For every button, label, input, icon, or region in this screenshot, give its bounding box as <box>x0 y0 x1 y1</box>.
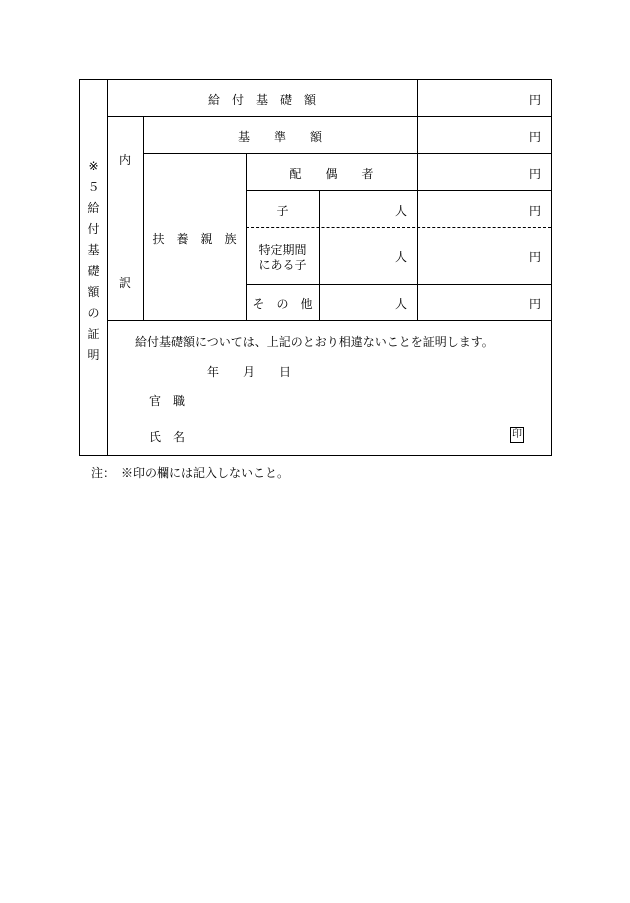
nin-unit: 人 <box>394 204 407 218</box>
side-label-char: 礎 <box>87 264 100 278</box>
ko-label: 子 <box>276 204 289 218</box>
row-divider-ko-dashed <box>246 227 551 228</box>
fuyo-label: 扶 養 親 族 <box>152 232 237 246</box>
uchiwake-bottom: 訳 <box>118 276 131 290</box>
certification-statement: 給付基礎額については、上記のとおり相違ないことを証明します。 <box>135 335 494 349</box>
table-right-border <box>551 79 552 455</box>
amount-column-divider <box>417 79 418 320</box>
row-divider-haigusha <box>246 190 551 191</box>
table-bottom-border <box>79 455 552 456</box>
yen-unit: 円 <box>528 250 541 264</box>
kyufu-label: 給 付 基 礎 額 <box>207 93 316 107</box>
sonota-label: そ の 他 <box>252 297 313 311</box>
shimei-label: 氏 名 <box>149 430 186 444</box>
side-label-char: ５ <box>87 180 100 194</box>
count-column-divider <box>319 190 320 320</box>
yen-unit: 円 <box>528 297 541 311</box>
side-label-char: 額 <box>87 285 100 299</box>
yen-unit: 円 <box>528 93 541 107</box>
yen-unit: 円 <box>528 130 541 144</box>
row-divider-tokutei <box>246 284 551 285</box>
seal-mark: 印 <box>510 427 524 443</box>
nin-unit: 人 <box>394 297 407 311</box>
row-divider-sonota <box>107 320 551 321</box>
tokutei-label-2: にある子 <box>258 258 307 272</box>
side-column-divider <box>107 79 108 455</box>
side-label-char: 給 <box>87 201 100 215</box>
table-top-border <box>79 79 552 80</box>
nin-unit: 人 <box>394 250 407 264</box>
kijun-label: 基 準 額 <box>237 130 322 144</box>
date-line: 年 月 日 <box>207 365 292 379</box>
uchiwake-column-divider <box>143 116 144 320</box>
footnote: 注： ※印の欄には記入しないこと。 <box>91 466 290 480</box>
row-divider-kyufu <box>107 116 551 117</box>
yen-unit: 円 <box>528 167 541 181</box>
kanshoku-label: 官 職 <box>149 394 186 408</box>
side-label-char: の <box>87 306 100 320</box>
yen-unit: 円 <box>528 204 541 218</box>
side-label-char: ※ <box>88 159 99 173</box>
tokutei-label-1: 特定期間 <box>258 243 307 257</box>
side-label-char: 証 <box>87 327 100 341</box>
haigusha-label: 配 偶 者 <box>289 167 374 181</box>
side-label-char: 明 <box>87 348 100 362</box>
uchiwake-top: 内 <box>118 153 131 167</box>
side-label <box>80 156 107 366</box>
side-label-char: 付 <box>87 222 100 236</box>
side-label-char: 基 <box>87 243 100 257</box>
row-divider-kijun <box>143 153 551 154</box>
